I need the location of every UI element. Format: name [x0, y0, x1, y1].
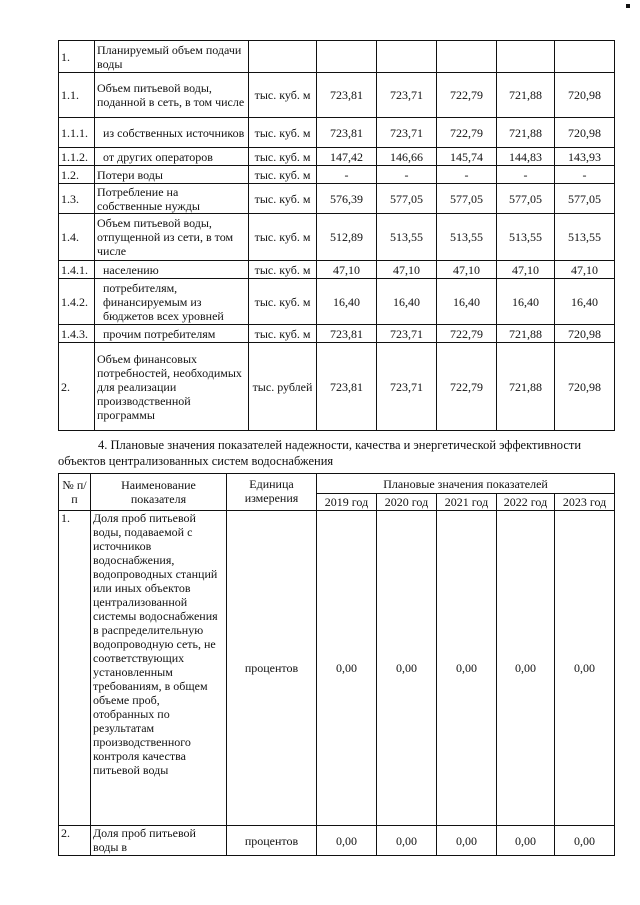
value-cell: 722,79	[437, 73, 497, 118]
row-number: 2.	[59, 343, 95, 431]
row-name: от других операторов	[95, 148, 249, 166]
row-number: 1.2.	[59, 166, 95, 184]
value-cell: 577,05	[555, 184, 615, 214]
year-header: 2022 год	[497, 494, 555, 511]
value-cell: 513,55	[377, 214, 437, 261]
value-cell: 513,55	[437, 214, 497, 261]
row-unit: тыс. куб. м	[249, 184, 317, 214]
value-cell: 722,79	[437, 325, 497, 343]
value-cell: 0,00	[377, 511, 437, 826]
row-name: потребителям, финансируемым из бюджетов всех уровней	[95, 279, 249, 325]
table-row	[59, 166, 615, 184]
row-number: 1.4.	[59, 214, 95, 261]
table-row	[59, 261, 615, 279]
value-cell	[555, 41, 615, 73]
row-unit: тыс. куб. м	[249, 73, 317, 118]
value-cell: 577,05	[437, 184, 497, 214]
value-cell: 723,71	[377, 118, 437, 148]
row-unit: тыс. куб. м	[249, 214, 317, 261]
row-unit: тыс. куб. м	[249, 148, 317, 166]
table-row	[59, 826, 615, 856]
header-row	[59, 474, 615, 494]
value-cell: 0,00	[555, 511, 615, 826]
table-row	[59, 279, 615, 325]
value-cell: -	[377, 166, 437, 184]
value-cell: 47,10	[555, 261, 615, 279]
year-header: 2020 год	[377, 494, 437, 511]
value-cell: 16,40	[497, 279, 555, 325]
value-cell: 146,66	[377, 148, 437, 166]
section-heading-line1: 4. Плановые значения показателей надежности, качества и энергетической эффективности	[98, 438, 582, 452]
value-cell: 720,98	[555, 118, 615, 148]
row-number: 1.	[59, 511, 91, 826]
value-cell: 722,79	[437, 343, 497, 431]
section-heading	[58, 437, 614, 469]
value-cell: 721,88	[497, 73, 555, 118]
value-cell: 0,00	[317, 826, 377, 856]
indicators-table	[58, 473, 615, 856]
value-cell: -	[437, 166, 497, 184]
value-cell: 720,98	[555, 325, 615, 343]
value-cell	[437, 41, 497, 73]
value-cell: 16,40	[377, 279, 437, 325]
header-planned: Плановые значения показателей	[317, 474, 615, 494]
value-cell: 16,40	[555, 279, 615, 325]
value-cell: 723,81	[317, 118, 377, 148]
year-header: 2019 год	[317, 494, 377, 511]
value-cell: 47,10	[377, 261, 437, 279]
table-row	[59, 343, 615, 431]
value-cell: 723,71	[377, 343, 437, 431]
row-name: прочим потребителям	[95, 325, 249, 343]
table-row	[59, 214, 615, 261]
row-number: 1.1.2.	[59, 148, 95, 166]
table-row	[59, 41, 615, 73]
table-row	[59, 73, 615, 118]
header-name: Наименование показателя	[91, 474, 227, 511]
row-name: населению	[95, 261, 249, 279]
section-heading-line2: объектов централизованных систем водоснабжения	[58, 454, 334, 468]
header-unit: Единица измерения	[227, 474, 317, 511]
value-cell: 0,00	[377, 826, 437, 856]
value-cell: 721,88	[497, 118, 555, 148]
value-cell: 145,74	[437, 148, 497, 166]
table-row	[59, 325, 615, 343]
row-name: Объем финансовых потребностей, необходимых для реализации производственной программы	[95, 343, 249, 431]
value-cell	[377, 41, 437, 73]
row-unit: процентов	[227, 511, 317, 826]
value-cell: 0,00	[437, 511, 497, 826]
value-cell: 0,00	[497, 511, 555, 826]
year-header: 2023 год	[555, 494, 615, 511]
row-name: Доля проб питьевой воды, подаваемой с источников водоснабжения, водопроводных станций или иных объектов централизованной системы водоснабжения в распределительную водопроводную сеть, не соответствующих установленным требованиям, в общем объеме проб, отобранных по результатам производственного контроля качества питьевой воды	[91, 511, 227, 826]
row-number: 1.4.3.	[59, 325, 95, 343]
value-cell: 576,39	[317, 184, 377, 214]
value-cell: 16,40	[437, 279, 497, 325]
row-unit: тыс. куб. м	[249, 325, 317, 343]
row-number: 1.	[59, 41, 95, 73]
row-unit: тыс. куб. м	[249, 261, 317, 279]
row-number: 2.	[59, 826, 91, 856]
row-unit	[249, 41, 317, 73]
table-row	[59, 184, 615, 214]
value-cell	[317, 41, 377, 73]
value-cell: 721,88	[497, 343, 555, 431]
value-cell: 144,83	[497, 148, 555, 166]
row-number: 1.3.	[59, 184, 95, 214]
value-cell: -	[317, 166, 377, 184]
value-cell: 0,00	[555, 826, 615, 856]
value-cell: 147,42	[317, 148, 377, 166]
corner-mark	[626, 4, 630, 8]
row-name: Доля проб питьевой воды в	[91, 826, 227, 856]
value-cell: 0,00	[497, 826, 555, 856]
value-cell: 513,55	[555, 214, 615, 261]
row-unit: процентов	[227, 826, 317, 856]
row-unit: тыс. рублей	[249, 343, 317, 431]
row-name: Потребление на собственные нужды	[95, 184, 249, 214]
row-number: 1.1.1.	[59, 118, 95, 148]
year-header: 2021 год	[437, 494, 497, 511]
value-cell: 143,93	[555, 148, 615, 166]
table-row	[59, 148, 615, 166]
row-name: Объем питьевой воды, отпущенной из сети, в том числе	[95, 214, 249, 261]
row-name: Планируемый объем подачи воды	[95, 41, 249, 73]
table-row	[59, 118, 615, 148]
production-program-table	[58, 40, 615, 431]
value-cell	[497, 41, 555, 73]
row-name: Потери воды	[95, 166, 249, 184]
row-unit: тыс. куб. м	[249, 166, 317, 184]
value-cell: 723,81	[317, 73, 377, 118]
value-cell: 577,05	[377, 184, 437, 214]
row-unit: тыс. куб. м	[249, 118, 317, 148]
header-num: № п/п	[59, 474, 91, 511]
value-cell: 47,10	[497, 261, 555, 279]
value-cell: 16,40	[317, 279, 377, 325]
value-cell: 723,81	[317, 325, 377, 343]
value-cell: 0,00	[437, 826, 497, 856]
row-number: 1.4.1.	[59, 261, 95, 279]
value-cell: 513,55	[497, 214, 555, 261]
value-cell: 720,98	[555, 73, 615, 118]
row-number: 1.4.2.	[59, 279, 95, 325]
row-name: из собственных источников	[95, 118, 249, 148]
value-cell: -	[497, 166, 555, 184]
table-row	[59, 511, 615, 826]
value-cell: 722,79	[437, 118, 497, 148]
value-cell: 47,10	[317, 261, 377, 279]
row-name: Объем питьевой воды, поданной в сеть, в том числе	[95, 73, 249, 118]
row-number: 1.1.	[59, 73, 95, 118]
value-cell: 721,88	[497, 325, 555, 343]
value-cell: 723,81	[317, 343, 377, 431]
value-cell: 47,10	[437, 261, 497, 279]
value-cell: 577,05	[497, 184, 555, 214]
value-cell: 512,89	[317, 214, 377, 261]
value-cell: 720,98	[555, 343, 615, 431]
row-unit: тыс. куб. м	[249, 279, 317, 325]
value-cell: 723,71	[377, 325, 437, 343]
value-cell: 723,71	[377, 73, 437, 118]
value-cell: 0,00	[317, 511, 377, 826]
value-cell: -	[555, 166, 615, 184]
